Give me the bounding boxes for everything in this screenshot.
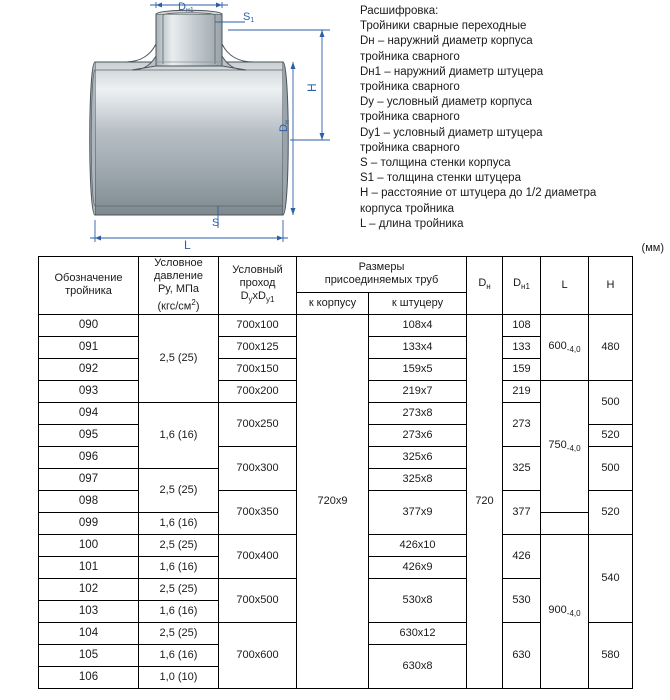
legend-line-5: Dу – условный диаметр корпуса	[360, 96, 533, 109]
cell-l	[541, 314, 589, 380]
spec-table	[38, 256, 633, 689]
cell-branch-pipe: 630x12	[369, 622, 467, 644]
th-dn1-label: D	[513, 277, 522, 290]
cell-pressure: 2,5 (25)	[139, 314, 219, 402]
cell-l-value: 750	[548, 439, 567, 452]
cell-branch-pipe: 219x7	[369, 380, 467, 402]
th-bore-l1: Условный	[232, 264, 283, 277]
cell-designation: 101	[39, 556, 139, 578]
cell-designation: 103	[39, 600, 139, 622]
cell-bore: 700x250	[219, 402, 297, 446]
cell-bore: 700x125	[219, 336, 297, 358]
cell-h: 540	[589, 534, 633, 622]
dim-label-l: L	[184, 238, 191, 250]
th-l	[541, 257, 589, 315]
cell-branch-pipe: 133x4	[369, 336, 467, 358]
cell-designation: 091	[39, 336, 139, 358]
cell-dn: 720	[467, 314, 503, 688]
cell-designation: 105	[39, 644, 139, 666]
spec-table-wrap	[38, 256, 632, 689]
cell-dn1: 108	[503, 314, 541, 336]
th-designation-label: Обозначение тройника	[54, 272, 123, 298]
th-dn-sub: н	[486, 282, 491, 292]
legend-line-7: Dу1 – условный диаметр штуцера	[360, 126, 543, 139]
cell-bore: 700x100	[219, 314, 297, 336]
legend-line-1: Dн – наружний диаметр корпуса	[360, 35, 533, 48]
cell-h: 500	[589, 380, 633, 424]
th-pressure-l2: давление	[153, 270, 203, 282]
cell-l-value: 600	[548, 340, 567, 353]
th-pressure-l1: Условное	[154, 257, 203, 269]
legend-line-9: S – толщина стенки корпуса	[360, 157, 511, 170]
cell-l-value: 900	[548, 604, 567, 617]
legend-line-3: Dн1 – наружний диаметр штуцера	[360, 65, 544, 78]
legend-line-0: Тройники сварные переходные	[360, 20, 527, 33]
cell-designation: 098	[39, 490, 139, 512]
legend-line-11: Н – расстояние от штуцера до 1/2 диаметра	[360, 187, 597, 200]
cell-branch-pipe: 159x5	[369, 358, 467, 380]
legend-line-6: тройника сварного	[360, 111, 460, 124]
th-pressure-l3: Ру, МПа	[157, 283, 200, 295]
legend-line-12: корпуса тройника	[360, 202, 455, 215]
cell-h: 520	[589, 490, 633, 534]
cell-designation: 097	[39, 468, 139, 490]
tee-drawing-svg	[0, 0, 356, 250]
legend-title: Расшифровка:	[360, 5, 439, 17]
cell-pressure: 2,5 (25)	[139, 534, 219, 556]
cell-designation: 090	[39, 314, 139, 336]
cell-designation: 099	[39, 512, 139, 534]
th-dn1	[503, 257, 541, 315]
cell-branch-pipe: 273x6	[369, 424, 467, 446]
cell-branch-pipe: 426x10	[369, 534, 467, 556]
cell-pressure: 2,5 (25)	[139, 468, 219, 512]
th-pipes	[297, 257, 467, 293]
cell-branch-pipe: 108x4	[369, 314, 467, 336]
cell-designation: 096	[39, 446, 139, 468]
th-pressure-l4: $(кгс/см^2)$	[157, 298, 200, 313]
cell-dn1: 530	[503, 578, 541, 622]
cell-bore: 700x350	[219, 490, 297, 534]
th-dn1-sub: н1	[521, 282, 530, 292]
cell-pressure: 1,0 (10)	[139, 666, 219, 688]
cell-pressure: 2,5 (25)	[139, 578, 219, 600]
dim-label-dn1: Dн1	[178, 1, 194, 14]
cell-l	[541, 380, 589, 512]
cell-branch-pipe: 325x6	[369, 446, 467, 468]
th-bore	[219, 257, 297, 315]
th-pipes-l1: Размеры	[358, 261, 405, 274]
dim-label-s1: S1	[243, 11, 255, 24]
th-dn-label: D	[478, 277, 487, 290]
th-to-branch: к штуцеру	[369, 292, 467, 314]
cell-pressure: 1,6 (16)	[139, 556, 219, 578]
dim-label-h: H	[305, 83, 319, 92]
cell-dn1: 630	[503, 622, 541, 688]
dim-label-dn: Dн	[278, 120, 291, 132]
th-to-body: к корпусу	[297, 292, 369, 314]
cell-branch-pipe: 325x8	[369, 468, 467, 490]
cell-designation: 102	[39, 578, 139, 600]
cell-dn1: 325	[503, 446, 541, 490]
th-bore-l3: $D_уxD_{у1}$	[240, 290, 275, 305]
th-pressure	[139, 257, 219, 315]
cell-l	[541, 534, 589, 688]
cell-designation: 104	[39, 622, 139, 644]
cell-designation: 106	[39, 666, 139, 688]
legend-line-8: тройника сварного	[360, 141, 460, 154]
cell-bore: 700x300	[219, 446, 297, 490]
cell-branch-pipe: 530x8	[369, 578, 467, 622]
cell-branch-pipe: 630x8	[369, 644, 467, 688]
legend-line-10: S1 – толщина стенки штуцера	[360, 172, 521, 185]
cell-dn1: 159	[503, 358, 541, 380]
cell-branch-pipe: 377x9	[369, 490, 467, 534]
legend-line-4: тройника сварного	[360, 81, 460, 94]
cell-pressure: 2,5 (25)	[139, 622, 219, 644]
cell-bore: 700x200	[219, 380, 297, 402]
cell-branch-pipe: 426x9	[369, 556, 467, 578]
units-note: (мм)	[641, 242, 664, 254]
th-designation	[39, 257, 139, 315]
cell-dn1: 426	[503, 534, 541, 578]
tee-drawing	[0, 0, 356, 248]
cell-bore: 700x400	[219, 534, 297, 578]
cell-dn1: 377	[503, 490, 541, 534]
table-row	[39, 314, 633, 336]
cell-h: 520	[589, 424, 633, 446]
cell-l-tol: -4,0	[566, 345, 581, 355]
legend	[360, 4, 660, 232]
dim-label-s: S	[212, 217, 220, 229]
cell-pressure: 1,6 (16)	[139, 402, 219, 468]
legend-line-13: L – длина тройника	[360, 217, 464, 230]
cell-designation: 100	[39, 534, 139, 556]
cell-h: 480	[589, 314, 633, 380]
cell-pressure: 1,6 (16)	[139, 600, 219, 622]
th-h-label: H	[606, 278, 615, 291]
cell-h: 580	[589, 622, 633, 688]
th-pipes-l2: присоединяемых труб	[324, 274, 439, 287]
cell-l-tol: -4,0	[566, 609, 581, 619]
cell-bore: 700x150	[219, 358, 297, 380]
cell-pressure: 1,6 (16)	[139, 644, 219, 666]
cell-dn1: 219	[503, 380, 541, 402]
th-bore-l2: проход	[239, 277, 276, 290]
cell-h: 500	[589, 446, 633, 490]
top-section	[0, 0, 670, 254]
legend-line-2: тройника сварного	[360, 50, 460, 63]
cell-dn1: 273	[503, 402, 541, 446]
cell-body-pipe: 720x9	[297, 314, 369, 688]
cell-dn1: 133	[503, 336, 541, 358]
cell-pressure: 1,6 (16)	[139, 512, 219, 534]
th-h	[589, 257, 633, 315]
th-dn	[467, 257, 503, 315]
cell-designation: 094	[39, 402, 139, 424]
cell-designation: 095	[39, 424, 139, 446]
cell-designation: 093	[39, 380, 139, 402]
cell-bore: 700x600	[219, 622, 297, 688]
cell-designation: 092	[39, 358, 139, 380]
cell-branch-pipe: 273x8	[369, 402, 467, 424]
cell-l-tol: -4,0	[566, 444, 581, 454]
cell-bore: 700x500	[219, 578, 297, 622]
th-l-label: L	[561, 278, 568, 291]
